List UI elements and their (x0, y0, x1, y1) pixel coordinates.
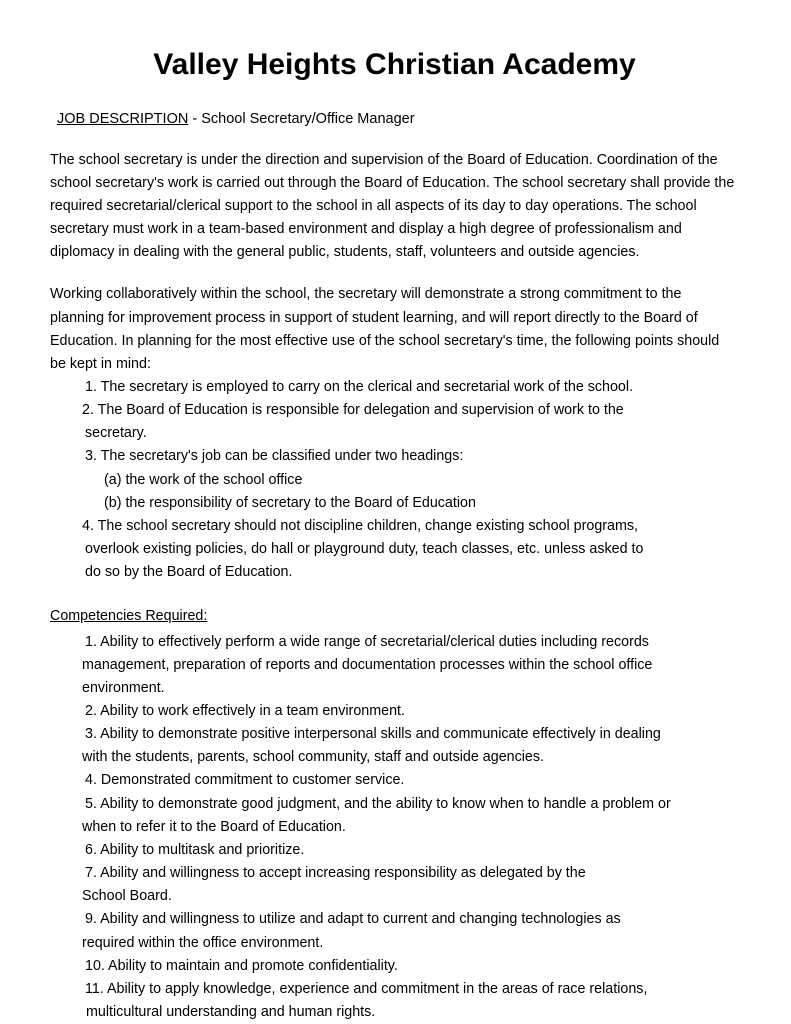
page-title: Valley Heights Christian Academy (153, 48, 636, 81)
list-item: 1. The secretary is employed to carry on the clerical and secretarial work of the school. (85, 378, 634, 395)
job-description-value: School Secretary/Office Manager (201, 111, 415, 127)
intro-paragraph-1: The school secretary is under the direction and supervision of the Board of Education. Coordination of the school secretary's work is carried out through the Board of Education. The school secretary shall provide the required secretarial/clerical support to the school in all aspects of its day to day operations. The school secretary must work in a team-based environment and display a high degree of professionalism and diplomacy in dealing with the general public, students, staff, volunteers and outside agencies. (50, 151, 735, 261)
job-description-separator: - (188, 111, 202, 127)
list-item: School Board. (82, 888, 172, 905)
list-item: when to refer it to the Board of Education. (82, 818, 346, 835)
list-item: 7. Ability and willingness to accept increasing responsibility as delegated by the (85, 865, 586, 882)
list-item: required within the office environment. (82, 934, 324, 951)
competencies-list (50, 631, 739, 1024)
list-item: overlook existing policies, do hall or playground duty, teach classes, etc. unless asked to (85, 541, 644, 558)
points-list (50, 376, 739, 584)
list-item: 4. The school secretary should not discipline children, change existing school programs, (82, 517, 639, 534)
list-item: (a) the work of the school office (104, 471, 303, 488)
list-item: (b) the responsibility of secretary to the Board of Education (104, 494, 476, 511)
list-item: 5. Ability to demonstrate good judgment, and the ability to know when to handle a problem or (85, 795, 671, 812)
intro-paragraph-2: Working collaboratively within the school, the secretary will demonstrate a strong commitment to the planning for improvement process in support of student learning, and will report directly to the Board of Education. In planning for the most effective use of the school secretary's time, the following points should be kept in mind: (50, 286, 720, 372)
list-item: with the students, parents, school community, staff and outside agencies. (82, 749, 544, 766)
list-item: 3. The secretary's job can be classified under two headings: (85, 448, 464, 465)
list-item: environment. (82, 679, 165, 696)
list-item: 4. Demonstrated commitment to customer service. (85, 772, 405, 789)
list-item: do so by the Board of Education. (85, 564, 293, 581)
job-description-label: JOB DESCRIPTION (57, 111, 189, 127)
list-item: 1. Ability to effectively perform a wide range of secretarial/clerical duties including records (85, 633, 649, 650)
list-item: secretary. (85, 425, 147, 442)
list-item: 11. Ability to apply knowledge, experience and commitment in the areas of race relations, (85, 980, 648, 997)
list-item: 3. Ability to demonstrate positive interpersonal skills and communicate effectively in dealing (85, 726, 661, 743)
list-item: 2. The Board of Education is responsible for delegation and supervision of work to the (82, 402, 624, 419)
list-item: 9. Ability and willingness to utilize and adapt to current and changing technologies as (85, 911, 621, 928)
competencies-heading: Competencies Required: (50, 608, 208, 625)
list-item: 10. Ability to maintain and promote confidentiality. (85, 957, 398, 974)
list-item: multicultural understanding and human rights. (82, 1004, 376, 1021)
list-item: management, preparation of reports and documentation processes within the school office (82, 656, 653, 673)
list-item: 2. Ability to work effectively in a team environment. (85, 703, 405, 719)
list-item: 6. Ability to multitask and prioritize. (85, 841, 305, 858)
job-description-line (57, 110, 739, 130)
